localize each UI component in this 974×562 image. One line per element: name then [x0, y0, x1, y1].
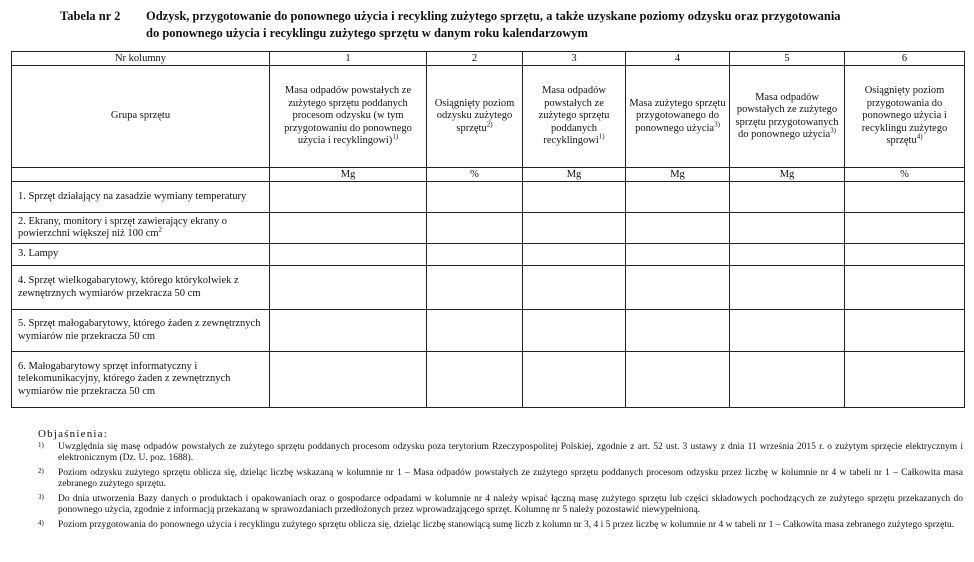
- table-number: Tabela nr 2: [60, 9, 121, 23]
- column-number: 2: [427, 52, 523, 66]
- units-row: [12, 168, 965, 182]
- input-cell[interactable]: [427, 213, 523, 244]
- table-title: [60, 8, 960, 42]
- unit-cell: Mg: [523, 168, 626, 182]
- column-number: 4: [626, 52, 730, 66]
- group-name-cell: 6. Małogabarytowy sprzęt informatyczny i telekomunikacyjny, którego żaden z zewnętrznych wymiarów nie przekracza 50 cm: [12, 352, 270, 408]
- table-row: [12, 266, 965, 310]
- input-cell[interactable]: [523, 213, 626, 244]
- input-cell[interactable]: [523, 352, 626, 408]
- input-cell[interactable]: [845, 266, 965, 310]
- table-row: [12, 213, 965, 244]
- explanations-heading: Objaśnienia:: [38, 428, 108, 440]
- input-cell[interactable]: [845, 182, 965, 213]
- group-name-cell: 3. Lampy: [12, 244, 270, 266]
- column-header: Masa odpadów powstałych ze zużytego sprzętu poddanych recyklingowi$^{1)}$: [523, 66, 626, 168]
- data-table: [11, 51, 965, 408]
- input-cell[interactable]: [427, 352, 523, 408]
- column-number: 5: [730, 52, 845, 66]
- title-line-2: do ponownego użycia i recyklingu zużytego sprzętu w danym roku kalendarzowym: [146, 26, 588, 40]
- table-row: [12, 182, 965, 213]
- unit-cell: Mg: [270, 168, 427, 182]
- input-cell[interactable]: [845, 213, 965, 244]
- input-cell[interactable]: [270, 352, 427, 408]
- input-cell[interactable]: [626, 213, 730, 244]
- group-name-cell: 2. Ekrany, monitory i sprzęt zawierający ekrany o powierzchni większej niż 100 $cm^2$: [12, 213, 270, 244]
- column-number-label: Nr kolumny: [12, 52, 270, 66]
- input-cell[interactable]: [845, 244, 965, 266]
- input-cell[interactable]: [270, 213, 427, 244]
- group-header: Grupa sprzętu: [12, 66, 270, 168]
- input-cell[interactable]: [523, 310, 626, 352]
- column-header: Osiągnięty poziom odzysku zużytego sprzętu$^{2)}$: [427, 66, 523, 168]
- footnote-text: Poziom przygotowania do ponownego użycia i recyklingu zużytego sprzętu oblicza się, dzieląc liczbę stanowiącą sumę liczb z kolumn nr 3, 4 i 5 przez liczbę w kolumnie nr 4 w tabeli nr 1 – Całkowita masa zebranego zużytego sprzętu.: [58, 519, 955, 530]
- input-cell[interactable]: [270, 182, 427, 213]
- input-cell[interactable]: [427, 310, 523, 352]
- column-header: Masa zużytego sprzętu przygotowanego do ponownego użycia$^{3)}$: [626, 66, 730, 168]
- column-number: 3: [523, 52, 626, 66]
- input-cell[interactable]: [845, 310, 965, 352]
- input-cell[interactable]: [626, 352, 730, 408]
- footnote-marker: 2): [38, 466, 44, 475]
- footnote: [38, 442, 963, 465]
- input-cell[interactable]: [845, 352, 965, 408]
- table-row: [12, 310, 965, 352]
- input-cell[interactable]: [730, 352, 845, 408]
- footnote: [38, 494, 963, 517]
- column-number: 6: [845, 52, 965, 66]
- input-cell[interactable]: [730, 310, 845, 352]
- input-cell[interactable]: [427, 266, 523, 310]
- input-cell[interactable]: [730, 266, 845, 310]
- input-cell[interactable]: [626, 310, 730, 352]
- unit-cell: Mg: [730, 168, 845, 182]
- footnote: [38, 468, 963, 491]
- footnote-marker: 4): [38, 518, 44, 527]
- input-cell[interactable]: [626, 266, 730, 310]
- footnote: [38, 520, 963, 532]
- group-name-cell: 4. Sprzęt wielkogabarytowy, którego którykolwiek z zewnętrznych wymiarów przekracza 50 cm: [12, 266, 270, 310]
- column-header: Masa odpadów powstałych ze zużytego sprzętu przygotowanych do ponownego użycia$^{3)}$: [730, 66, 845, 168]
- input-cell[interactable]: [730, 244, 845, 266]
- footnote-text: Do dnia utworzenia Bazy danych o produktach i opakowaniach oraz o gospodarce odpadami w kolumnie nr 4 należy wpisać łączną masę zużytego sprzętu lub części składowych pochodzących ze zużytego sprzętu przekazanych do ponownego użycia, zgodnie z informacją przekazaną w sprawozdaniach przedłożonych przez wprowadzającego sprzęt. Kolumnę nr 5 należy pozostawić niewypełnioną.: [58, 493, 963, 515]
- footnote-marker: 3): [38, 492, 44, 501]
- input-cell[interactable]: [427, 182, 523, 213]
- unit-cell: Mg: [626, 168, 730, 182]
- input-cell[interactable]: [270, 310, 427, 352]
- unit-cell: %: [845, 168, 965, 182]
- input-cell[interactable]: [523, 182, 626, 213]
- title-line-1: Odzysk, przygotowanie do ponownego użycia i recykling zużytego sprzętu, a także uzyskane poziomy odzysku oraz przygotowania: [146, 9, 841, 23]
- group-name-cell: 1. Sprzęt działający na zasadzie wymiany temperatury: [12, 182, 270, 213]
- footnote-text: Uwzględnia się masę odpadów powstałych ze zużytego sprzętu poddanych procesom odzysku poza terytorium Rzeczypospolitej Polskiej, zgodnie z art. 52 ust. 3 ustawy z dnia 11 września 2015 r. o zużytym sprzęcie elektrycznym i elektronicznym (Dz. U. poz. 1688).: [58, 441, 963, 463]
- group-name-cell: 5. Sprzęt małogabarytowy, którego żaden z zewnętrznych wymiarów nie przekracza 50 cm: [12, 310, 270, 352]
- input-cell[interactable]: [730, 213, 845, 244]
- column-header: Masa odpadów powstałych ze zużytego sprzętu poddanych procesom odzysku (w tym przygotowaniu do ponownego użycia i recyklingowi)$^{1)}$: [270, 66, 427, 168]
- table-row: [12, 244, 965, 266]
- header-row: [12, 66, 965, 168]
- units-empty-cell: [12, 168, 270, 182]
- explanations: [38, 429, 963, 534]
- footnote-marker: 1): [38, 440, 44, 449]
- input-cell[interactable]: [270, 266, 427, 310]
- input-cell[interactable]: [523, 244, 626, 266]
- unit-cell: %: [427, 168, 523, 182]
- input-cell[interactable]: [523, 266, 626, 310]
- input-cell[interactable]: [427, 244, 523, 266]
- column-number: 1: [270, 52, 427, 66]
- footnote-text: Poziom odzysku zużytego sprzętu oblicza się, dzieląc liczbę wskazaną w kolumnie nr 1 – Masa odpadów powstałych ze zużytego sprzętu poddanych procesom odzysku przez liczbę w kolumnie nr 4 w tabeli nr 1 – Całkowita masa zebranego zużytego sprzętu.: [58, 467, 963, 489]
- table-row: [12, 352, 965, 408]
- input-cell[interactable]: [730, 182, 845, 213]
- input-cell[interactable]: [626, 182, 730, 213]
- input-cell[interactable]: [626, 244, 730, 266]
- column-header: Osiągnięty poziom przygotowania do ponownego użycia i recyklingu zużytego sprzętu$^{4)}$: [845, 66, 965, 168]
- input-cell[interactable]: [270, 244, 427, 266]
- column-number-row: [12, 52, 965, 66]
